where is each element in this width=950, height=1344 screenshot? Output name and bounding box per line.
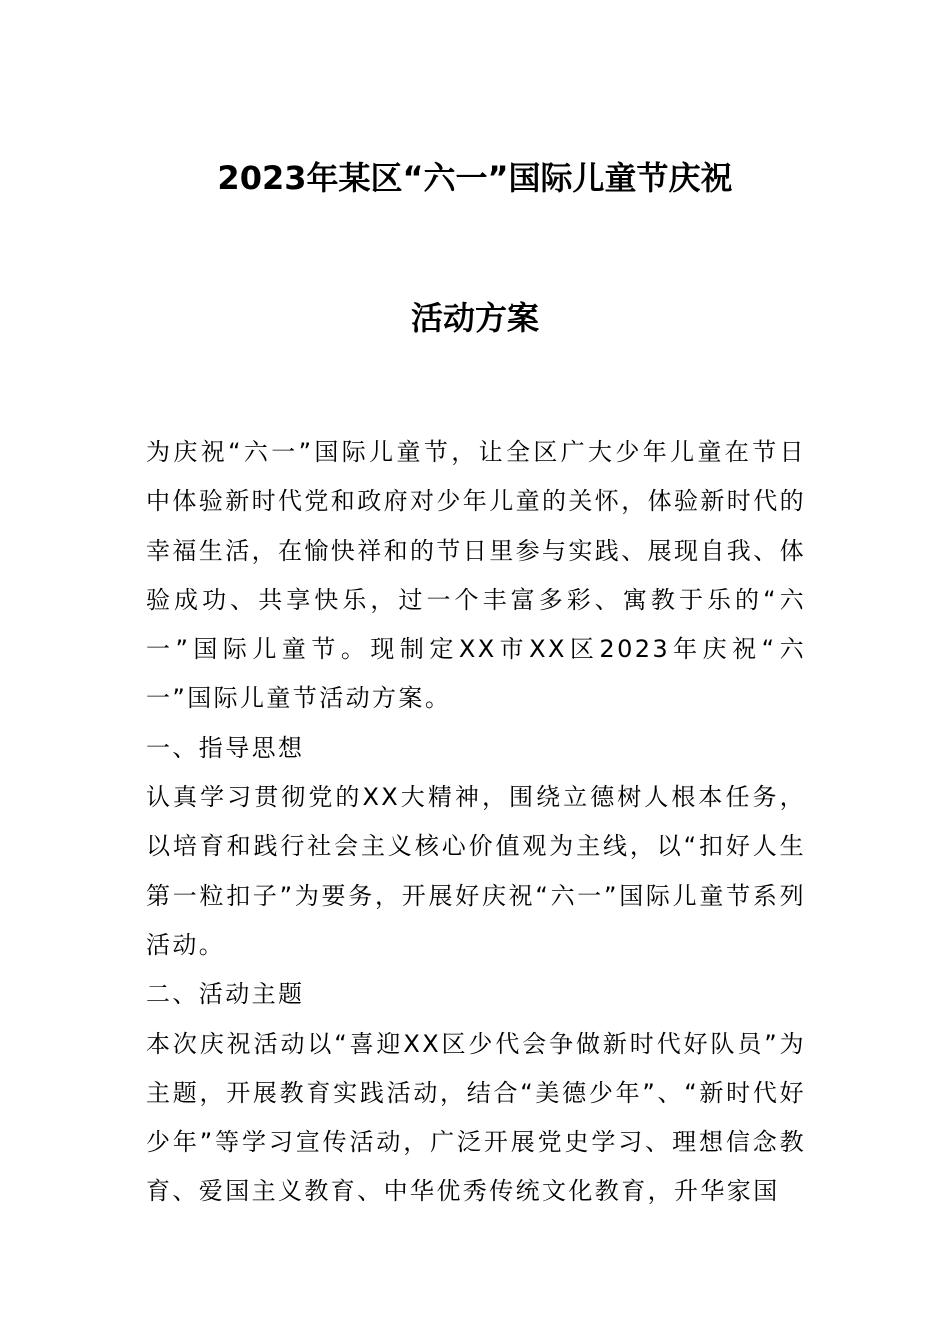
- document-title-line-2: 活动方案: [410, 299, 539, 337]
- section-body-guiding-thought: 认真学习贯彻党的XX大精神，围绕立德树人根本任务，以培育和践行社会主义核心价值观为主线，以“扣好人生第一粒扣子”为要务，开展好庆祝“六一”国际儿童节系列活动。: [146, 783, 806, 959]
- document-body: [146, 428, 806, 1217]
- section-heading-activity-theme: 二、活动主题: [146, 980, 305, 1009]
- document-title-line-1: 2023年某区“六一”国际儿童节庆祝: [217, 159, 733, 197]
- intro-paragraph: 为庆祝“六一”国际儿童节，让全区广大少年儿童在节日中体验新时代党和政府对少年儿童的关怀，体验新时代的幸福生活，在愉快祥和的节日里参与实践、展现自我、体验成功、共享快乐，过一个丰富多彩、寓教于乐的“六一”国际儿童节。现制定XX市XX区2023年庆祝“六一”国际儿童节活动方案。: [146, 438, 806, 713]
- section-heading-guiding-thought: 一、指导思想: [146, 733, 305, 762]
- section-body-activity-theme: 本次庆祝活动以“喜迎XX区少代会争做新时代好队员”为主题，开展教育实践活动，结合“美德少年”、“新时代好少年”等学习宣传活动，广泛开展党史学习、理想信念教育、爱国主义教育、中华优秀传统文化教育，升华家国: [146, 1029, 806, 1206]
